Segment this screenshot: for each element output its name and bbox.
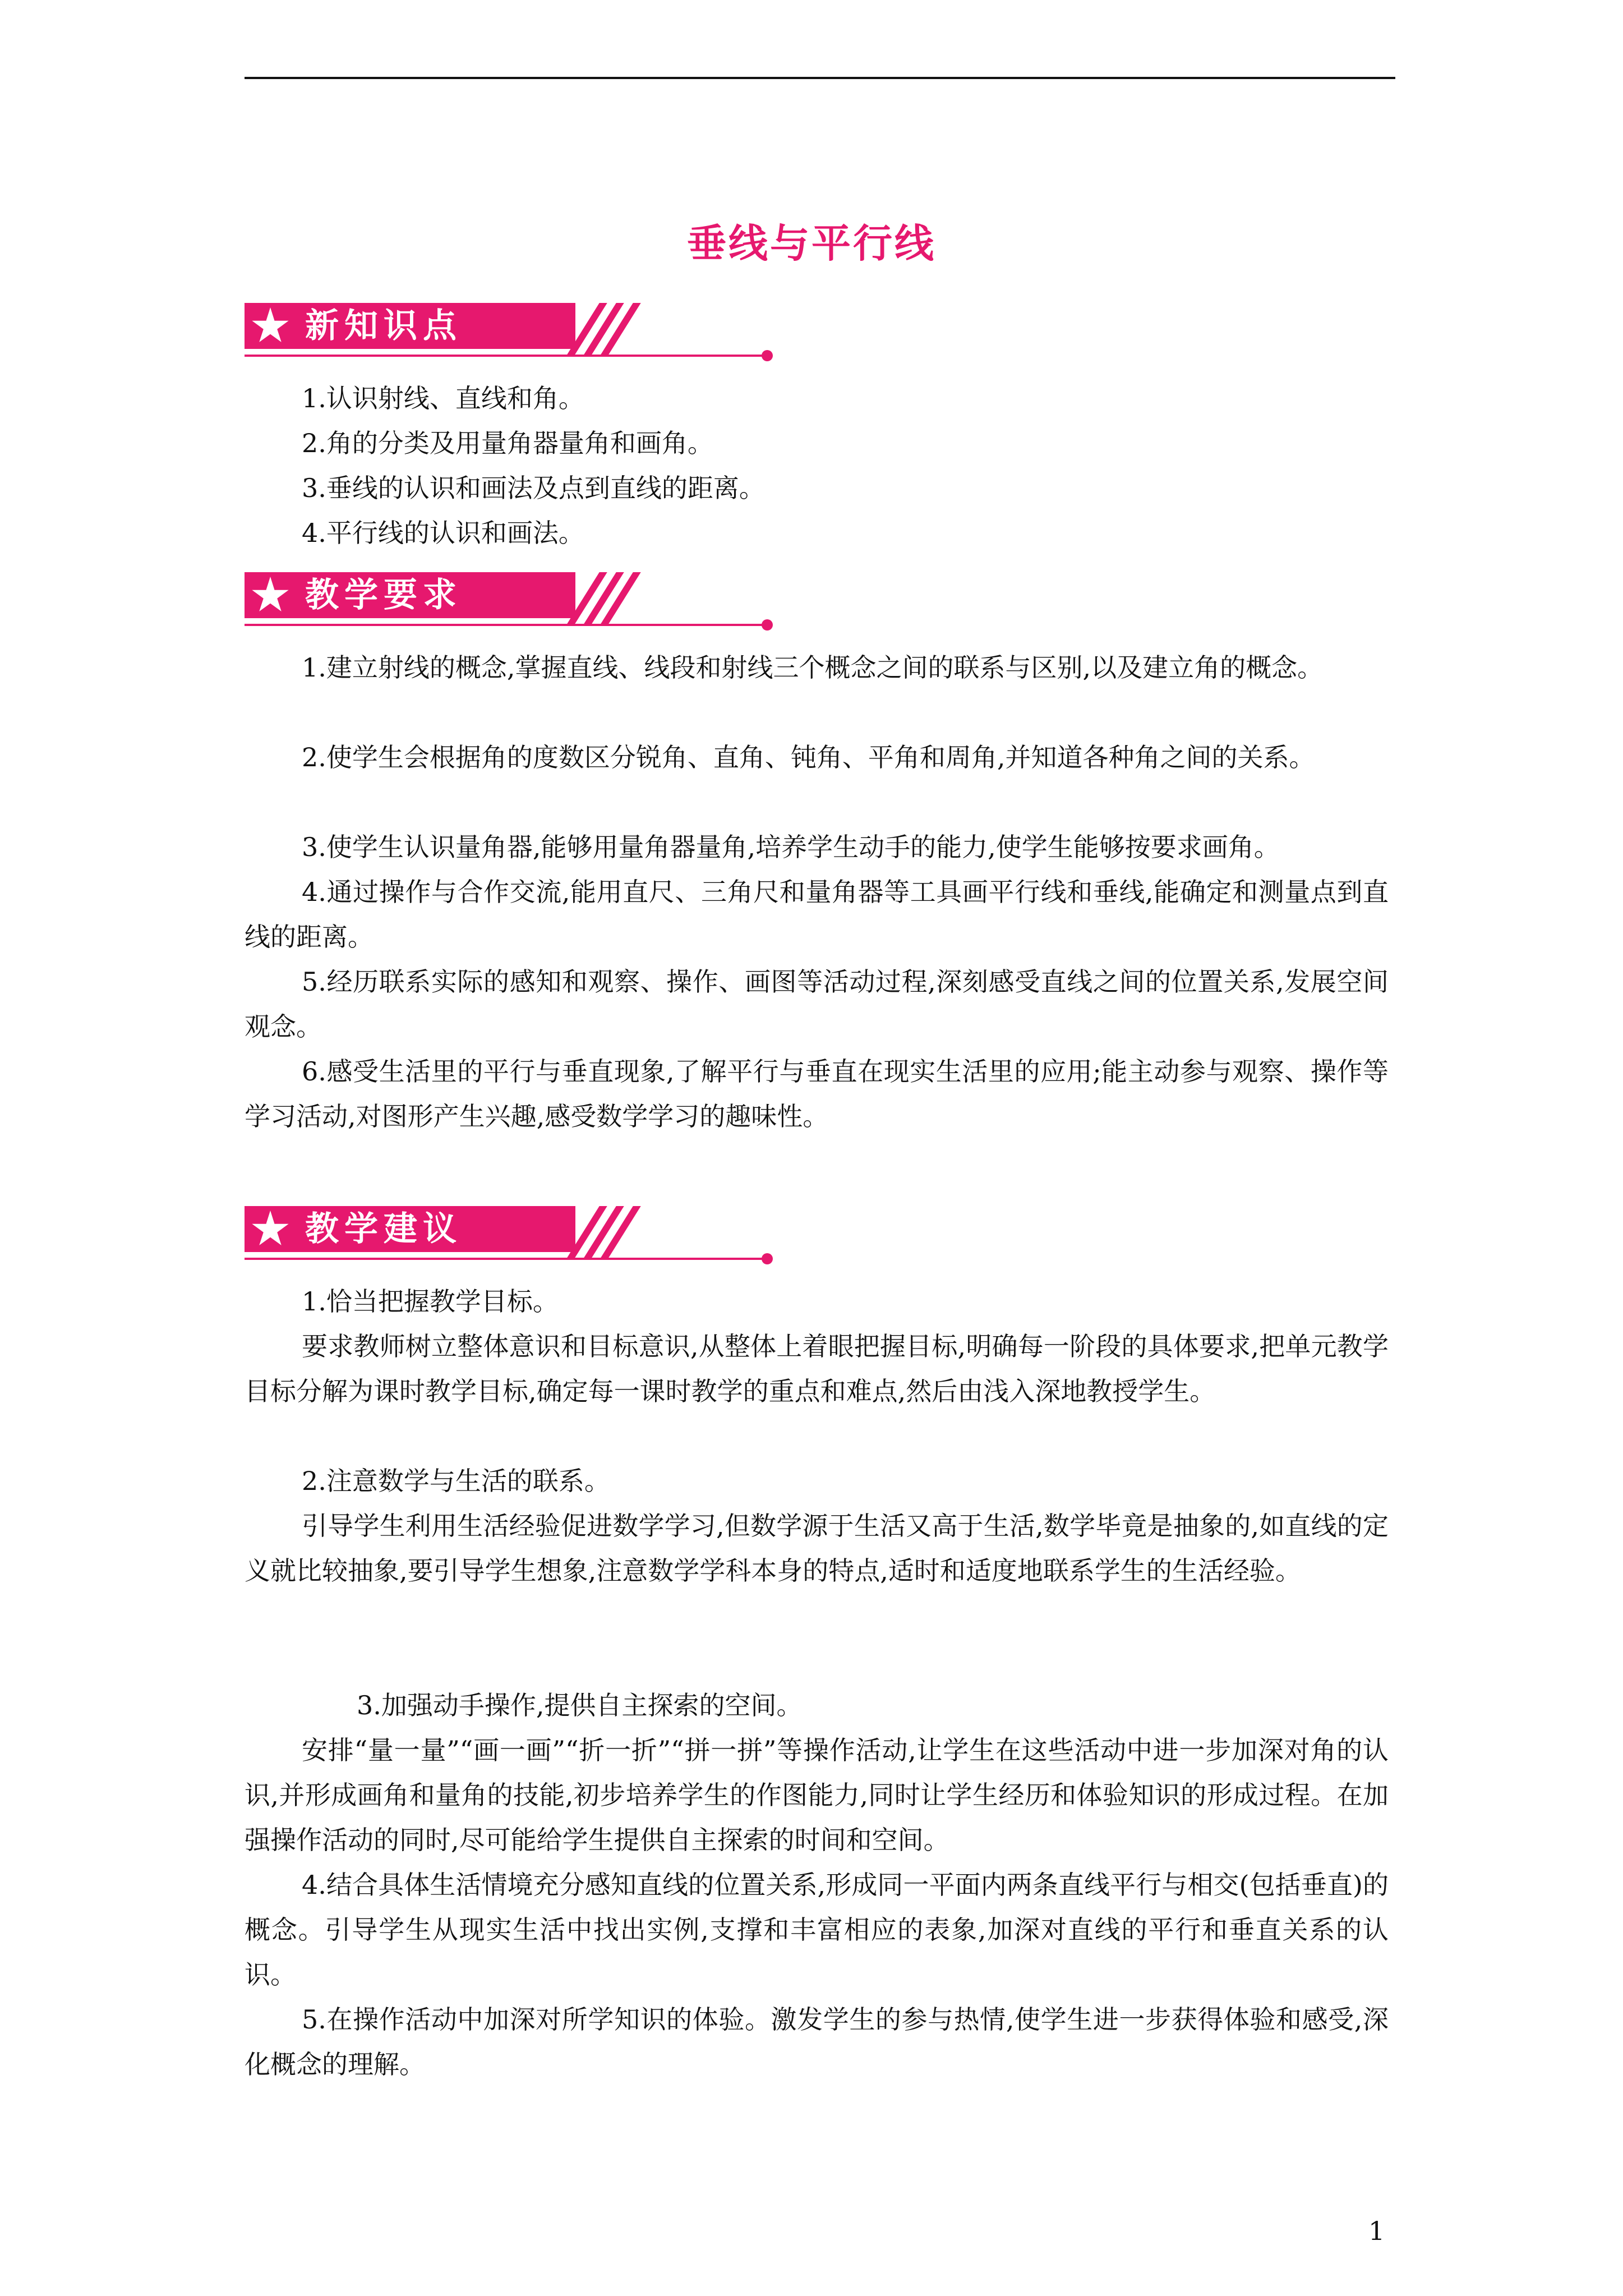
suggestion-body: 安排“量一量”“画一画”“折一折”“拼一拼”等操作活动,让学生在这些活动中进一步加深对角的认识,并形成画角和量角的技能,初步培养学生的作图能力,同时让学生经历和体验知识的形成过程。在加强操作活动的同时,尽可能给学生提供自主探索的时间和空间。: [245, 1735, 1389, 1855]
section-underline: [245, 355, 766, 357]
list-item: 2.使学生会根据角的度数区分锐角、直角、钝角、平角和周角,并知道各种角之间的关系。: [302, 742, 1315, 772]
section-underline: [245, 624, 766, 626]
list-item: 3.垂线的认识和画法及点到直线的距离。: [302, 473, 765, 503]
section-heading: 教学建议: [305, 1209, 462, 1249]
list-item: 1.建立射线的概念,掌握直线、线段和射线三个概念之间的联系与区别,以及建立角的概念。: [302, 652, 1324, 683]
list-item: 4.平行线的认识和画法。: [302, 518, 584, 548]
underline-dot: [762, 350, 773, 361]
suggestion-body: 4.结合具体生活情境充分感知直线的位置关系,形成同一平面内两条直线平行与相交(包括垂直)的概念。引导学生从现实生活中找出实例,支撑和丰富相应的表象,加深对直线的平行和垂直关系的认识。: [245, 1870, 1389, 1990]
suggestion-body: 要求教师树立整体意识和目标意识,从整体上着眼把握目标,明确每一阶段的具体要求,把单元教学目标分解为课时教学目标,确定每一课时教学的重点和难点,然后由浅入深地教授学生。: [245, 1331, 1389, 1406]
header-rule: [245, 77, 1395, 79]
suggestion-body: 5.在操作活动中加深对所学知识的体验。激发学生的参与热情,使学生进一步获得体验和感受,深化概念的理解。: [245, 2004, 1389, 2079]
suggestion-body: 引导学生利用生活经验促进数学学习,但数学源于生活又高于生活,数学毕竟是抽象的,如直线的定义就比较抽象,要引导学生想象,注意数学学科本身的特点,适时和适度地联系学生的生活经验。: [245, 1511, 1389, 1586]
section-heading: 新知识点: [305, 306, 462, 346]
underline-dot: [762, 619, 773, 631]
suggestion-heading: 2.注意数学与生活的联系。: [302, 1466, 610, 1496]
list-item: 2.角的分类及用量角器量角和画角。: [302, 428, 713, 458]
section-header-teaching-requirements: [245, 572, 783, 634]
document-title: 垂线与平行线: [687, 220, 936, 266]
underline-dot: [762, 1253, 773, 1264]
suggestion-heading: 1.恰当把握教学目标。: [302, 1286, 559, 1317]
page-number: 1: [1368, 2216, 1385, 2246]
list-item: 4.通过操作与合作交流,能用直尺、三角尺和量角器等工具画平行线和垂线,能确定和测量点到直线的距离。: [245, 877, 1389, 952]
list-item: 3.使学生认识量角器,能够用量角器量角,培养学生动手的能力,使学生能够按要求画角。: [302, 832, 1280, 862]
section-header-new-knowledge: [245, 303, 783, 365]
section-header-teaching-suggestions: [245, 1206, 783, 1268]
list-item: 6.感受生活里的平行与垂直现象,了解平行与垂直在现实生活里的应用;能主动参与观察、操作等学习活动,对图形产生兴趣,感受数学学习的趣味性。: [245, 1056, 1389, 1131]
suggestion-heading: 3.加强动手操作,提供自主探索的空间。: [357, 1690, 803, 1720]
section-heading: 教学要求: [305, 576, 462, 615]
list-item: 5.经历联系实际的感知和观察、操作、画图等活动过程,深刻感受直线之间的位置关系,发展空间观念。: [245, 967, 1389, 1042]
section-underline: [245, 1258, 766, 1260]
list-item: 1.认识射线、直线和角。: [302, 383, 584, 413]
